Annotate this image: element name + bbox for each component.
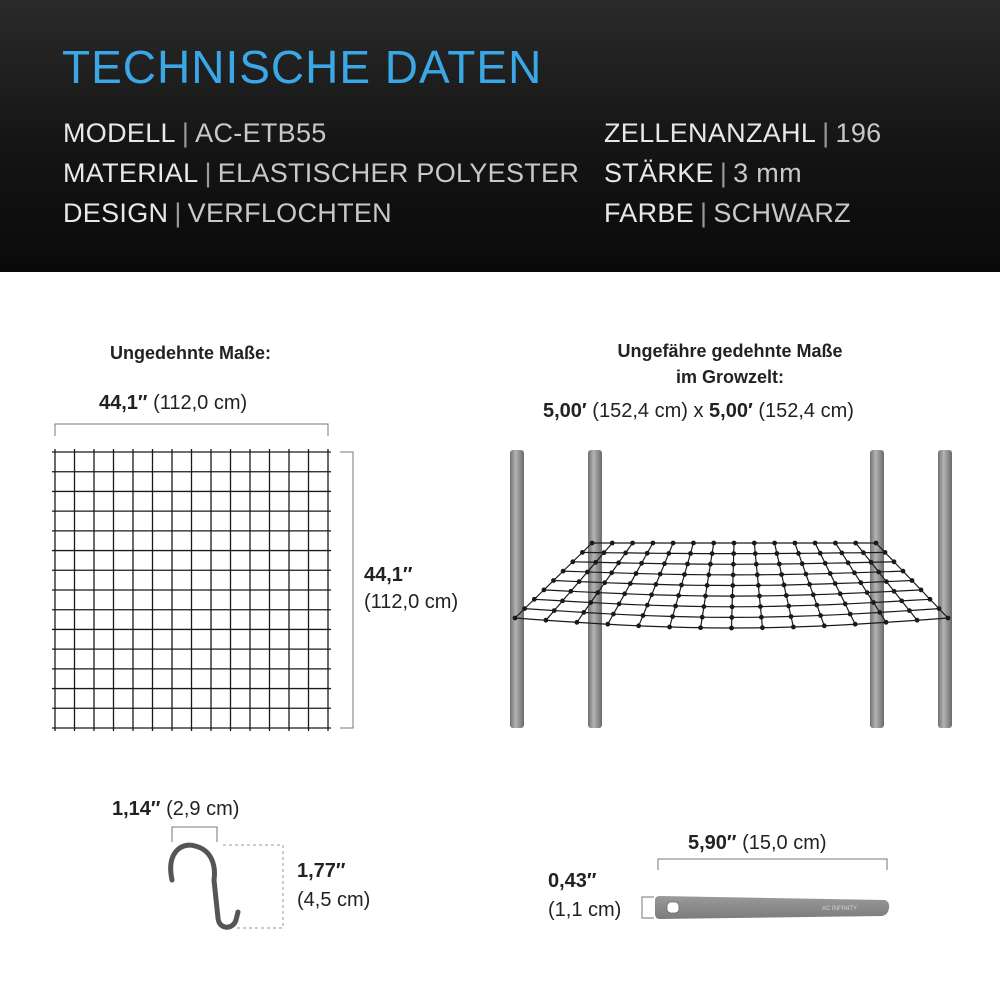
net-knot xyxy=(640,562,644,566)
net-knot xyxy=(730,605,734,609)
hook-height-value: 1,77″ xyxy=(297,860,346,882)
net-knot xyxy=(885,580,889,584)
spec-separator: | xyxy=(174,198,182,228)
net-knot xyxy=(730,626,734,630)
net-knot xyxy=(877,570,881,574)
net-knot xyxy=(692,541,696,545)
net-knot xyxy=(686,562,690,566)
net-knot xyxy=(782,583,786,587)
net-knot xyxy=(761,626,765,630)
stretched-net xyxy=(513,541,950,630)
net-knot xyxy=(732,552,736,556)
net-knot xyxy=(707,573,711,577)
net-knot xyxy=(571,560,575,564)
net-knot xyxy=(699,626,703,630)
spec-value: ELASTISCHER POLYESTER xyxy=(217,158,580,188)
net-knot xyxy=(813,541,817,545)
net-knot xyxy=(780,573,784,577)
net-knot xyxy=(819,614,823,618)
net-knot xyxy=(757,584,761,588)
net-knot xyxy=(634,572,638,576)
net-knot xyxy=(683,573,687,577)
net-knot xyxy=(561,599,565,603)
net-knot xyxy=(759,605,763,609)
spec-value: VERFLOCHTEN xyxy=(187,198,392,228)
net-knot xyxy=(892,560,896,564)
net-knot xyxy=(755,562,759,566)
net-knot xyxy=(594,561,598,565)
net-knot xyxy=(513,616,517,620)
net-knot xyxy=(732,541,736,545)
net-knot xyxy=(853,622,857,626)
strap-width-value: 0,43″ xyxy=(548,870,597,892)
net-knot xyxy=(800,562,804,566)
net-knot xyxy=(773,541,777,545)
net-knot xyxy=(542,588,546,592)
net-knot xyxy=(843,602,847,606)
net-knot xyxy=(668,625,672,629)
net-knot xyxy=(915,618,919,622)
net-knot xyxy=(610,571,614,575)
net-knot xyxy=(629,582,633,586)
net-knot xyxy=(730,616,734,620)
net-knot xyxy=(910,579,914,583)
spec-separator: | xyxy=(719,158,728,188)
stretched-times: x xyxy=(693,400,704,422)
spec-separator: | xyxy=(181,118,190,148)
net-knot xyxy=(778,562,782,566)
net-knot xyxy=(624,551,628,555)
net-knot xyxy=(705,584,709,588)
net-knot xyxy=(590,541,594,545)
net-knot xyxy=(582,611,586,615)
net-knot xyxy=(606,622,610,626)
hook-height-bracket xyxy=(223,845,283,928)
strap-width-label xyxy=(548,870,621,922)
net-knot xyxy=(804,572,808,576)
net-knot xyxy=(552,579,556,583)
net-knot xyxy=(523,607,527,611)
net-knot xyxy=(700,615,704,619)
net-knot xyxy=(848,612,852,616)
stretched-dimensions xyxy=(543,400,854,423)
net-knot xyxy=(892,590,896,594)
net-knot xyxy=(754,552,758,556)
net-knot xyxy=(603,581,607,585)
net-knot xyxy=(775,552,779,556)
net-knot xyxy=(731,594,735,598)
net-knot xyxy=(645,551,649,555)
net-width-bracket xyxy=(55,424,328,436)
tent-pole xyxy=(870,450,884,728)
net-width-metric: (112,0 cm) xyxy=(153,392,248,414)
net-knot xyxy=(581,551,585,555)
strap-length-label xyxy=(688,832,827,855)
net-knot xyxy=(908,609,912,613)
net-knot xyxy=(792,625,796,629)
page-title: TECHNISCHE DATEN xyxy=(62,41,543,93)
stretched-dim-a-metric: (152,4 cm) xyxy=(592,400,688,422)
spec-key: MODELL xyxy=(63,118,176,148)
net-knot xyxy=(671,615,675,619)
net-knot xyxy=(702,605,706,609)
net-knot xyxy=(789,615,793,619)
net-knot xyxy=(731,584,735,588)
net-knot xyxy=(853,571,857,575)
net-knot xyxy=(900,599,904,603)
tent-pole xyxy=(510,450,524,728)
net-knot xyxy=(709,562,713,566)
strap-slot xyxy=(667,902,679,913)
spec-separator: | xyxy=(700,198,708,228)
net-knot xyxy=(667,552,671,556)
net-knot xyxy=(671,541,675,545)
net-knot xyxy=(946,616,950,620)
strap-width-bracket xyxy=(642,897,654,918)
net-knot xyxy=(617,561,621,565)
net-knot xyxy=(637,624,641,628)
net-knot xyxy=(937,607,941,611)
stretched-heading xyxy=(580,341,880,388)
spec-key: STÄRKE xyxy=(604,158,714,188)
hook-height-metric: (4,5 cm) xyxy=(297,889,371,911)
net-knot xyxy=(569,590,573,594)
net-knot xyxy=(797,552,801,556)
net-knot xyxy=(833,582,837,586)
net-knot xyxy=(793,541,797,545)
hook-shape xyxy=(171,845,238,927)
net-width-label xyxy=(99,392,247,415)
net-knot xyxy=(823,624,827,628)
net-knot xyxy=(544,618,548,622)
trellis-net-grid xyxy=(52,449,331,731)
net-height-value: 44,1″ xyxy=(364,564,413,586)
net-height-metric: (112,0 cm) xyxy=(364,591,459,613)
net-knot xyxy=(878,611,882,615)
net-knot xyxy=(663,562,667,566)
net-knot xyxy=(859,581,863,585)
net-knot xyxy=(787,604,791,608)
net-knot xyxy=(854,541,858,545)
hook-height-label xyxy=(297,860,370,912)
net-knot xyxy=(631,541,635,545)
net-knot xyxy=(611,541,615,545)
unstretched-heading: Ungedehnte Maße: xyxy=(110,343,272,363)
net-knot xyxy=(552,609,556,613)
net-knot xyxy=(575,621,579,625)
strap-length-bracket xyxy=(658,859,887,870)
net-knot xyxy=(602,551,606,555)
stretched-dim-b-metric: (152,4 cm) xyxy=(758,400,854,422)
spec-key: MATERIAL xyxy=(63,158,199,188)
net-knot xyxy=(919,588,923,592)
net-knot xyxy=(846,561,850,565)
net-height-bracket xyxy=(340,452,353,728)
strap-length-value: 5,90″ xyxy=(688,832,737,854)
net-knot xyxy=(884,621,888,625)
net-knot xyxy=(596,591,600,595)
net-knot xyxy=(612,612,616,616)
net-knot xyxy=(828,572,832,576)
net-knot xyxy=(758,594,762,598)
net-knot xyxy=(834,541,838,545)
net-knot xyxy=(689,552,693,556)
net-knot xyxy=(623,592,627,596)
net-knot xyxy=(650,593,654,597)
net-knot xyxy=(732,563,736,567)
tent-pole xyxy=(938,450,952,728)
net-knot xyxy=(731,573,735,577)
spec-key: DESIGN xyxy=(63,198,169,228)
net-knot xyxy=(674,604,678,608)
spec-separator: | xyxy=(822,118,830,148)
net-height-label xyxy=(364,564,458,614)
spec-key: FARBE xyxy=(604,198,695,228)
stretched-dim-a-value: 5,00′ xyxy=(543,400,587,422)
stretched-dim-b-value: 5,00′ xyxy=(709,400,753,422)
net-knot xyxy=(677,594,681,598)
net-knot xyxy=(818,551,822,555)
strap-brand-text: AC INFINITY xyxy=(822,906,858,912)
net-knot xyxy=(753,541,757,545)
stretched-heading-line1: Ungefähre gedehnte Maße xyxy=(617,341,843,361)
net-knot xyxy=(710,552,714,556)
net-knot xyxy=(823,562,827,566)
velcro-strap xyxy=(642,859,889,919)
grow-tent-scene xyxy=(510,450,952,728)
net-knot xyxy=(577,580,581,584)
net-knot xyxy=(533,598,537,602)
hook-width-bracket xyxy=(172,827,217,842)
net-knot xyxy=(756,573,760,577)
net-knot xyxy=(589,601,593,605)
spec-value: 3 mm xyxy=(733,158,802,188)
net-knot xyxy=(586,570,590,574)
net-knot xyxy=(654,583,658,587)
s-hook xyxy=(171,827,283,928)
spec-value: AC-ETB55 xyxy=(195,118,327,148)
net-knot xyxy=(815,603,819,607)
net-knot xyxy=(646,603,650,607)
net-knot xyxy=(869,561,873,565)
net-knot xyxy=(862,551,866,555)
net-knot xyxy=(928,598,932,602)
spec-separator: | xyxy=(204,158,212,188)
net-knot xyxy=(651,541,655,545)
net-knot xyxy=(704,594,708,598)
net-knot xyxy=(641,614,645,618)
net-knot xyxy=(840,551,844,555)
net-knot xyxy=(760,615,764,619)
net-width-value: 44,1″ xyxy=(99,392,148,414)
net-knot xyxy=(617,602,621,606)
net-knot xyxy=(874,541,878,545)
net-knot xyxy=(808,583,812,587)
spec-value: SCHWARZ xyxy=(713,198,851,228)
spec-value: 196 xyxy=(835,118,882,148)
strap-length-metric: (15,0 cm) xyxy=(742,832,827,854)
hook-width-label xyxy=(112,798,239,821)
hook-width-metric: (2,9 cm) xyxy=(166,798,240,820)
strap-width-metric: (1,1 cm) xyxy=(548,899,622,921)
net-knot xyxy=(712,541,716,545)
stretched-heading-line2: im Growzelt: xyxy=(675,367,784,387)
net-knot xyxy=(883,551,887,555)
net-knot xyxy=(901,569,905,573)
spec-key: ZELLENANZAHL xyxy=(604,118,817,148)
net-knot xyxy=(872,601,876,605)
net-knot xyxy=(838,592,842,596)
hook-width-value: 1,14″ xyxy=(112,798,161,820)
net-knot xyxy=(785,594,789,598)
net-knot xyxy=(865,591,869,595)
net-knot xyxy=(680,583,684,587)
net-knot xyxy=(561,569,565,573)
net-knot xyxy=(812,593,816,597)
net-knot xyxy=(658,572,662,576)
